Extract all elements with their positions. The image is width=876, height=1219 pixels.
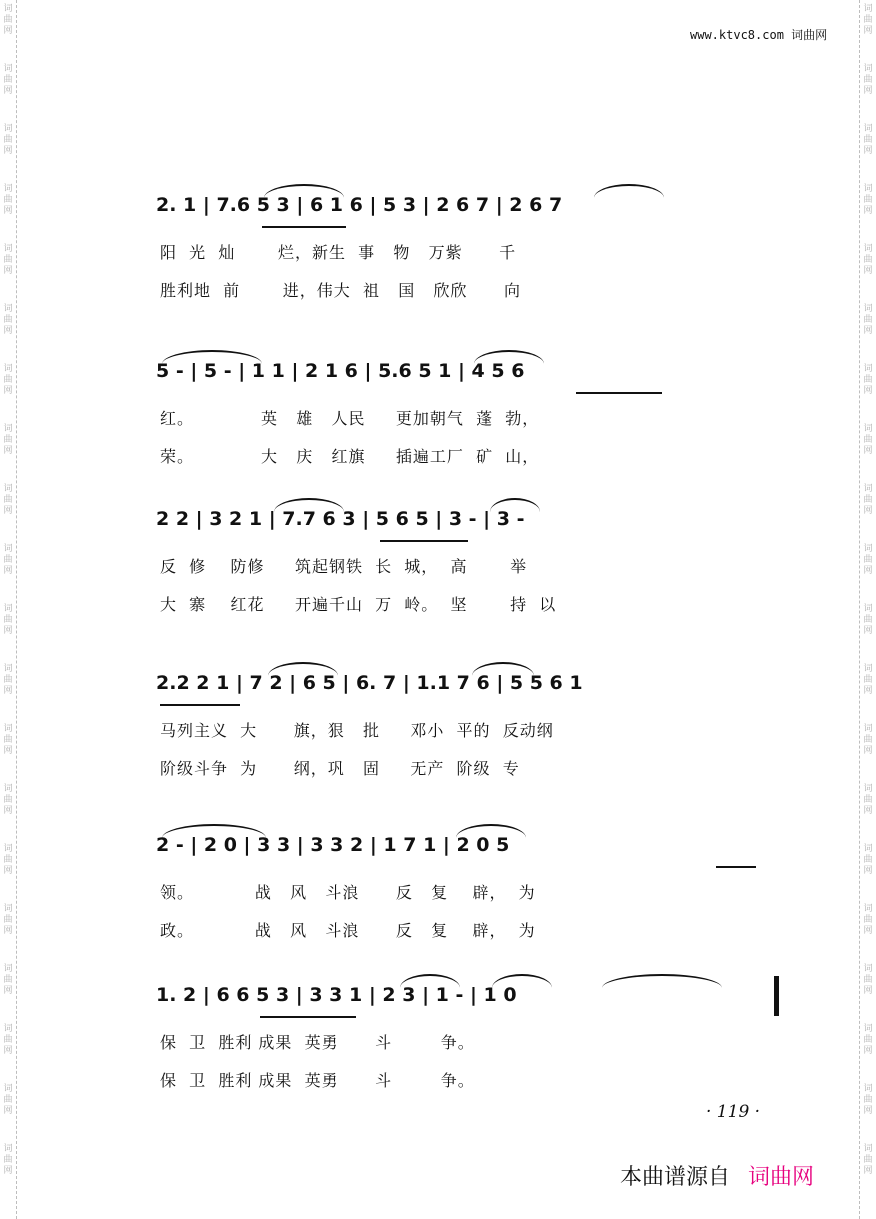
watermark-char: 词 [863, 304, 873, 314]
watermark-char: 曲 [3, 255, 13, 265]
site-name: 词曲网 [791, 28, 828, 42]
watermark-glyph-group [860, 780, 876, 840]
watermark-char: 词 [863, 364, 873, 374]
watermark-char: 词 [863, 544, 873, 554]
watermark-char: 网 [3, 986, 13, 996]
watermark-char: 曲 [863, 855, 873, 865]
watermark-glyph-group [860, 360, 876, 420]
lyric-verse-2: 政。 战 风 斗浪 反 复 辟， 为 [160, 921, 536, 940]
watermark-glyph-group [860, 480, 876, 540]
watermark-char: 网 [863, 26, 873, 36]
watermark-glyph-group [0, 180, 16, 240]
watermark-char: 词 [3, 724, 13, 734]
slur [492, 974, 552, 988]
beam-underline [380, 540, 468, 542]
watermark-char: 词 [863, 604, 873, 614]
watermark-glyph-group [0, 600, 16, 660]
watermark-char: 曲 [863, 435, 873, 445]
watermark-char: 曲 [863, 495, 873, 505]
watermark-char: 曲 [863, 1155, 873, 1165]
watermark-char: 词 [3, 364, 13, 374]
watermark-char: 网 [863, 566, 873, 576]
watermark-glyph-group [860, 900, 876, 960]
watermark-char: 曲 [3, 15, 13, 25]
watermark-char: 词 [863, 664, 873, 674]
footer-brand-link[interactable]: 词曲网 [748, 1165, 815, 1190]
watermark-char: 曲 [3, 555, 13, 565]
watermark-char: 词 [863, 964, 873, 974]
watermark-char: 曲 [3, 435, 13, 445]
watermark-char: 曲 [3, 915, 13, 925]
lyric-verse-1: 阳 光 灿 烂，新生 事 物 万紫 千 [160, 243, 517, 262]
watermark-char: 词 [863, 784, 873, 794]
watermark-char: 词 [3, 1084, 13, 1094]
watermark-char: 曲 [3, 1035, 13, 1045]
beam-underline [160, 704, 240, 706]
site-url[interactable]: www.ktvc8.com [690, 28, 784, 42]
watermark-char: 词 [863, 4, 873, 14]
score-system-6 [156, 960, 786, 1090]
page-number: · 119 · [706, 1102, 761, 1122]
watermark-char: 词 [863, 124, 873, 134]
watermark-char: 网 [863, 926, 873, 936]
watermark-char: 词 [3, 184, 13, 194]
watermark-char: 曲 [863, 615, 873, 625]
watermark-char: 词 [3, 64, 13, 74]
watermark-char: 网 [863, 446, 873, 456]
score-system-4 [156, 648, 786, 778]
watermark-char: 词 [3, 424, 13, 434]
watermark-char: 词 [3, 244, 13, 254]
watermark-char: 曲 [863, 15, 873, 25]
watermark-glyph-group [0, 960, 16, 1020]
watermark-char: 网 [3, 206, 13, 216]
watermark-glyph-group [860, 1020, 876, 1080]
lyric-verse-2: 保 卫 胜利 成果 英勇 斗 争。 [160, 1071, 475, 1090]
watermark-glyph-group [0, 780, 16, 840]
final-barline [774, 976, 779, 1016]
watermark-char: 曲 [3, 795, 13, 805]
watermark-char: 网 [3, 446, 13, 456]
watermark-glyph-group [860, 660, 876, 720]
watermark-char: 网 [3, 326, 13, 336]
score-system-5 [156, 810, 786, 940]
watermark-char: 曲 [863, 135, 873, 145]
watermark-char: 词 [863, 724, 873, 734]
watermark-char: 曲 [863, 375, 873, 385]
score-system-3 [156, 484, 786, 614]
footer-source-text: 本曲谱源自 [620, 1165, 731, 1190]
watermark-glyph-group [860, 1140, 876, 1200]
notation-line: 2.2 2 1 | 7 2 | 6 5 | 6. 7 | 1.1 7 6 | 5 5 6 1 [156, 672, 583, 694]
watermark-char: 网 [3, 26, 13, 36]
watermark-char: 网 [3, 86, 13, 96]
watermark-char: 词 [863, 184, 873, 194]
watermark-char: 曲 [3, 135, 13, 145]
watermark-glyph-group [860, 720, 876, 780]
slur [602, 974, 722, 988]
watermark-char: 网 [863, 506, 873, 516]
watermark-glyph-group [860, 240, 876, 300]
watermark-glyph-group [860, 600, 876, 660]
watermark-glyph-group [0, 1020, 16, 1080]
watermark-glyph-group [860, 420, 876, 480]
watermark-glyph-group [860, 120, 876, 180]
watermark-char: 曲 [3, 975, 13, 985]
watermark-char: 网 [863, 686, 873, 696]
watermark-char: 词 [3, 1144, 13, 1154]
slur [268, 662, 338, 676]
watermark-glyph-group [0, 660, 16, 720]
watermark-char: 网 [863, 806, 873, 816]
watermark-char: 网 [863, 626, 873, 636]
lyric-verse-2: 阶级斗争 为 纲，巩 固 无产 阶级 专 [160, 759, 520, 778]
watermark-char: 词 [3, 904, 13, 914]
slur [162, 824, 266, 838]
lyric-verse-1: 红。 英 雄 人民 更加朝气 蓬 勃， [160, 409, 540, 428]
score-system-1 [156, 170, 786, 300]
watermark-char: 网 [863, 866, 873, 876]
lyric-verse-1: 马列主义 大 旗，狠 批 邓小 平的 反动纲 [160, 721, 554, 740]
notation-line: 5 - | 5 - | 1 1 | 2 1 6 | 5.6 5 1 | 4 5 6 [156, 360, 525, 382]
watermark-char: 词 [3, 964, 13, 974]
beam-underline [260, 1016, 356, 1018]
watermark-char: 网 [863, 986, 873, 996]
watermark-char: 网 [3, 566, 13, 576]
watermark-char: 词 [3, 304, 13, 314]
watermark-char: 曲 [863, 795, 873, 805]
watermark-char: 曲 [863, 315, 873, 325]
watermark-glyph-group [860, 1080, 876, 1140]
watermark-glyph-group [0, 60, 16, 120]
watermark-char: 词 [3, 784, 13, 794]
watermark-glyph-group [860, 840, 876, 900]
slur [274, 498, 344, 512]
watermark-char: 网 [3, 1106, 13, 1116]
watermark-char: 词 [863, 1144, 873, 1154]
watermark-char: 网 [863, 1106, 873, 1116]
slur [456, 824, 526, 838]
watermark-char: 网 [863, 326, 873, 336]
watermark-glyph-group [0, 300, 16, 360]
watermark-char: 曲 [863, 1095, 873, 1105]
watermark-char: 网 [863, 266, 873, 276]
watermark-char: 网 [3, 746, 13, 756]
watermark-char: 网 [3, 806, 13, 816]
watermark-char: 曲 [863, 675, 873, 685]
watermark-char: 词 [3, 484, 13, 494]
watermark-char: 词 [3, 4, 13, 14]
beam-underline [262, 226, 346, 228]
watermark-glyph-group [0, 720, 16, 780]
watermark-glyph-group [0, 540, 16, 600]
watermark-glyph-group [860, 540, 876, 600]
watermark-char: 网 [863, 1046, 873, 1056]
watermark-glyph-group [0, 1080, 16, 1140]
watermark-glyph-group [0, 480, 16, 540]
watermark-char: 曲 [863, 1035, 873, 1045]
watermark-char: 词 [863, 64, 873, 74]
watermark-char: 网 [3, 926, 13, 936]
slur [400, 974, 460, 988]
watermark-char: 词 [863, 1024, 873, 1034]
watermark-glyph-group [860, 180, 876, 240]
watermark-char: 词 [3, 544, 13, 554]
watermark-char: 网 [863, 146, 873, 156]
lyric-verse-2: 大 寨 红花 开遍千山 万 岭。 坚 持 以 [160, 595, 557, 614]
watermark-char: 词 [863, 904, 873, 914]
watermark-glyph-group [0, 420, 16, 480]
watermark-char: 词 [863, 1084, 873, 1094]
lyric-verse-1: 保 卫 胜利 成果 英勇 斗 争。 [160, 1033, 475, 1052]
watermark-glyph-group [860, 300, 876, 360]
watermark-char: 曲 [3, 315, 13, 325]
score-system-2 [156, 336, 786, 466]
watermark-char: 网 [863, 86, 873, 96]
watermark-char: 网 [3, 1046, 13, 1056]
watermark-char: 曲 [3, 495, 13, 505]
watermark-char: 词 [863, 424, 873, 434]
watermark-glyph-group [860, 960, 876, 1020]
watermark-glyph-group [0, 360, 16, 420]
left-watermark-strip [0, 0, 17, 1219]
watermark-glyph-group [860, 60, 876, 120]
watermark-char: 曲 [3, 675, 13, 685]
watermark-char: 词 [3, 664, 13, 674]
footer-credit [620, 1160, 814, 1191]
watermark-char: 词 [863, 484, 873, 494]
watermark-glyph-group [0, 120, 16, 180]
watermark-char: 网 [3, 1166, 13, 1176]
watermark-char: 网 [3, 506, 13, 516]
watermark-glyph-group [0, 0, 16, 60]
watermark-glyph-group [0, 1140, 16, 1200]
notation-line: 2 - | 2 0 | 3 3 | 3 3 2 | 1 7 1 | 2 0 5 [156, 834, 510, 856]
watermark-char: 词 [3, 844, 13, 854]
slur [474, 350, 544, 364]
watermark-char: 网 [3, 146, 13, 156]
watermark-char: 曲 [3, 1155, 13, 1165]
notation-line: 1. 2 | 6 6 5 3 | 3 3 1 | 2 3 | 1 - | 1 0 [156, 984, 517, 1006]
notation-line: 2 2 | 3 2 1 | 7.7 6 3 | 5 6 5 | 3 - | 3 - [156, 508, 525, 530]
beam-underline [576, 392, 662, 394]
lyric-verse-1: 领。 战 风 斗浪 反 复 辟， 为 [160, 883, 536, 902]
slur [594, 184, 664, 198]
watermark-char: 网 [863, 746, 873, 756]
watermark-glyph-group [0, 240, 16, 300]
watermark-char: 曲 [3, 735, 13, 745]
watermark-char: 曲 [863, 75, 873, 85]
watermark-char: 曲 [3, 375, 13, 385]
beam-underline [716, 866, 756, 868]
watermark-char: 词 [863, 244, 873, 254]
watermark-char: 网 [3, 386, 13, 396]
watermark-char: 曲 [3, 1095, 13, 1105]
watermark-char: 网 [3, 866, 13, 876]
watermark-char: 曲 [3, 855, 13, 865]
watermark-char: 词 [3, 604, 13, 614]
watermark-glyph-group [0, 900, 16, 960]
lyric-verse-1: 反 修 防修 筑起钢铁 长 城， 高 举 [160, 557, 528, 576]
watermark-char: 曲 [863, 555, 873, 565]
right-watermark-strip [859, 0, 876, 1219]
watermark-char: 曲 [863, 255, 873, 265]
watermark-char: 词 [3, 124, 13, 134]
watermark-char: 曲 [3, 75, 13, 85]
watermark-char: 网 [863, 1166, 873, 1176]
notation-line: 2. 1 | 7.6 5 3 | 6 1 6 | 5 3 | 2 6 7 | 2 6 7 [156, 194, 563, 216]
watermark-char: 曲 [863, 195, 873, 205]
watermark-glyph-group [860, 0, 876, 60]
watermark-char: 词 [3, 1024, 13, 1034]
slur [472, 662, 534, 676]
watermark-char: 曲 [863, 735, 873, 745]
watermark-char: 曲 [3, 615, 13, 625]
watermark-char: 网 [863, 386, 873, 396]
lyric-verse-2: 胜利地 前 进，伟大 祖 国 欣欣 向 [160, 281, 521, 300]
watermark-glyph-group [0, 840, 16, 900]
watermark-char: 网 [3, 686, 13, 696]
watermark-char: 网 [3, 266, 13, 276]
slur [490, 498, 540, 512]
watermark-char: 网 [863, 206, 873, 216]
site-header [690, 26, 827, 43]
watermark-char: 曲 [863, 975, 873, 985]
watermark-char: 网 [3, 626, 13, 636]
watermark-char: 曲 [3, 195, 13, 205]
slur [162, 350, 262, 364]
lyric-verse-2: 荣。 大 庆 红旗 插遍工厂 矿 山， [160, 447, 540, 466]
watermark-char: 词 [863, 844, 873, 854]
slur [264, 184, 344, 198]
watermark-char: 曲 [863, 915, 873, 925]
